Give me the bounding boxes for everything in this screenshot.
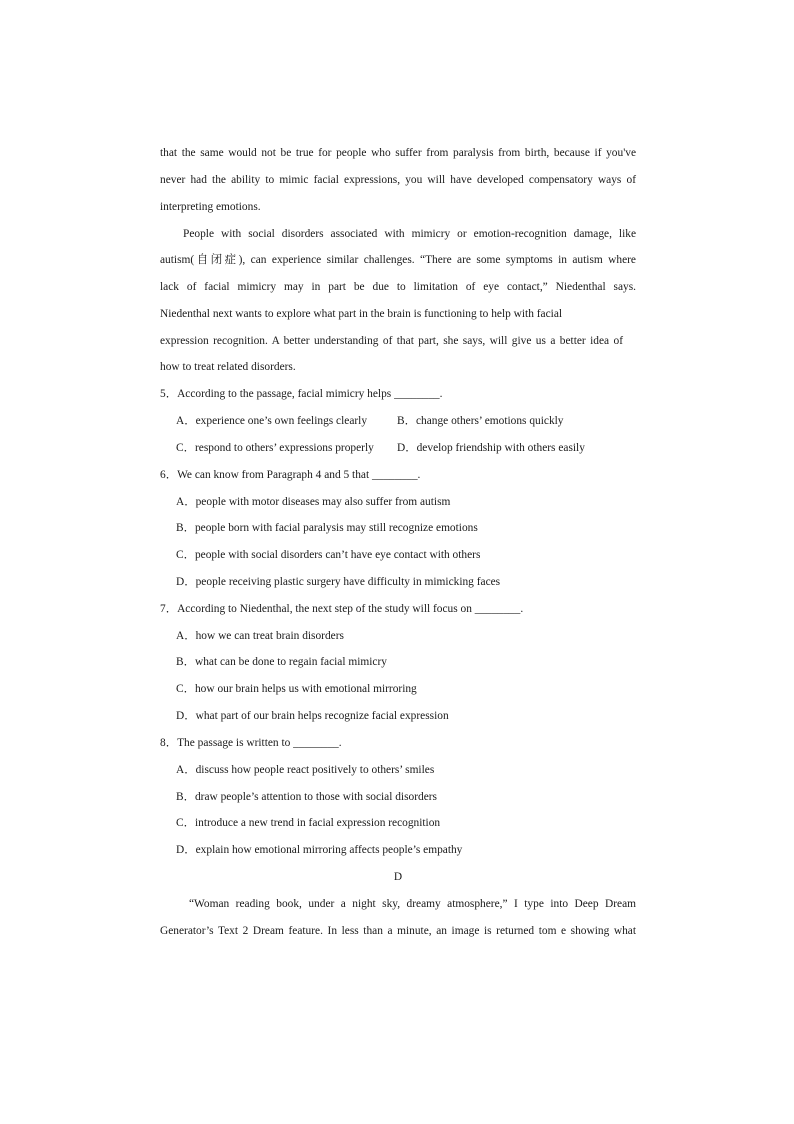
question-option: D．develop friendship with others easily [397, 442, 585, 454]
question-option: A．people with motor diseases may also suffer from autism [176, 496, 451, 508]
passage-line: autism(自闭症), can experience similar challenges. “There are some symptoms in autism where [160, 254, 636, 266]
question-option: C．how our brain helps us with emotional mirroring [176, 683, 417, 695]
passage-line: People with social disorders associated with mimicry or emotion-recognition damage, like [183, 228, 636, 240]
question-option: B．change others’ emotions quickly [397, 415, 564, 427]
question-option: B．people born with facial paralysis may still recognize emotions [176, 522, 478, 534]
question-option: A．discuss how people react positively to others’ smiles [176, 764, 435, 776]
passage-line: never had the ability to mimic facial expressions, you will have developed compensatory ways of [160, 174, 636, 186]
passage-line: Niedenthal next wants to explore what part in the brain is functioning to help with facial [160, 308, 563, 320]
question-option: D．what part of our brain helps recognize facial expression [176, 710, 449, 722]
question-option: D．people receiving plastic surgery have difficulty in mimicking faces [176, 576, 501, 588]
passage-line: “Woman reading book, under a night sky, dreamy atmosphere,” I type into Deep Dream [189, 898, 636, 910]
question-option: B．draw people’s attention to those with social disorders [176, 791, 437, 803]
question-stem: 5．According to the passage, facial mimicry helps ________. [160, 388, 443, 400]
passage-line: that the same would not be true for people who suffer from paralysis from birth, because if you've [160, 147, 636, 159]
passage-line: expression recognition. A better understanding of that part, she says, will give us a better idea of [160, 335, 623, 347]
passage-line: Generator’s Text 2 Dream feature. In less than a minute, an image is returned tom e showing what [160, 925, 636, 937]
question-option: C．introduce a new trend in facial expression recognition [176, 817, 441, 829]
question-stem: 7．According to Niedenthal, the next step of the study will focus on ________. [160, 603, 524, 615]
question-option: D．explain how emotional mirroring affects people’s empathy [176, 844, 463, 856]
question-option: C．respond to others’ expressions properly [176, 442, 374, 454]
question-option: A．how we can treat brain disorders [176, 630, 344, 642]
passage-line: how to treat related disorders. [160, 361, 296, 373]
question-option: B．what can be done to regain facial mimicry [176, 656, 387, 668]
question-stem: 6．We can know from Paragraph 4 and 5 that ________. [160, 469, 421, 481]
question-stem: 8．The passage is written to ________. [160, 737, 342, 749]
question-option: A．experience one’s own feelings clearly [176, 415, 368, 427]
section-heading: D [393, 871, 403, 883]
passage-line: interpreting emotions. [160, 201, 261, 213]
question-option: C．people with social disorders can’t have eye contact with others [176, 549, 481, 561]
passage-line: lack of facial mimicry may in part be due to limitation of eye contact,” Niedenthal says. [160, 281, 636, 293]
